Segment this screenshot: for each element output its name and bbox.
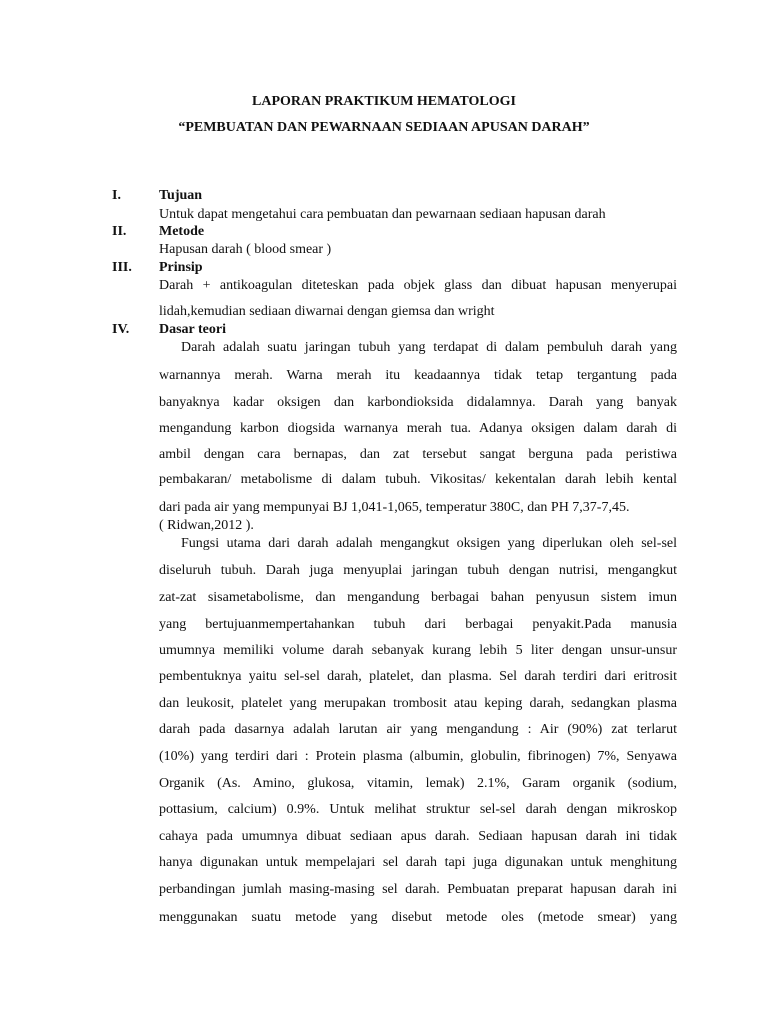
paragraph-1-line: pembakaran/ metabolisme di dalam tubuh. Vikositas/ kekentalan darah lebih kental (159, 472, 677, 487)
paragraph-2-line: diseluruh tubuh. Darah juga menyuplai jaringan tubuh dengan nutrisi, mengangkut (159, 563, 677, 578)
paragraph-1-line: ambil dengan cara bernapas, dan zat tersebut sangat berguna pada peristiwa (159, 447, 677, 462)
paragraph-2-line: hanya digunakan untuk mempelajari sel darah tapi juga digunakan untuk menghitung (159, 855, 677, 870)
paragraph-2-line: cahaya pada umumnya dibuat sediaan apus darah. Sediaan hapusan darah ini tidak (159, 829, 677, 844)
paragraph-2-line: yang bertujuanmempertahankan tubuh dari berbagai penyakit.Pada manusia (159, 617, 677, 632)
section-heading-dasar-teori: Dasar teori (159, 322, 226, 337)
section-heading-prinsip: Prinsip (159, 260, 203, 275)
paragraph-2-line: Organik (As. Amino, glukosa, vitamin, lemak) 2.1%, Garam organik (sodium, (159, 776, 677, 791)
paragraph-2-line: Fungsi utama dari darah adalah mengangkut oksigen yang diperlukan oleh sel-sel (181, 536, 677, 551)
section-heading-metode: Metode (159, 224, 205, 239)
section-number-1: I. (112, 188, 121, 203)
section-number-3: III. (112, 260, 132, 275)
tujuan-text: Untuk dapat mengetahui cara pembuatan dan pewarnaan sediaan hapusan darah (159, 207, 606, 222)
report-subtitle: “PEMBUATAN DAN PEWARNAAN SEDIAAN APUSAN DARAH” (178, 120, 590, 135)
section-heading-tujuan: Tujuan (159, 188, 203, 203)
paragraph-2-line: zat-zat sisametabolisme, dan mengandung berbagai bahan penyusun sistem imun (159, 590, 677, 605)
section-number-2: II. (112, 224, 127, 239)
paragraph-2-line: pembentuknya yaitu sel-sel darah, platelet, dan plasma. Sel darah terdiri dari eritrosit (159, 669, 677, 684)
section-number-4: IV. (112, 322, 130, 337)
paragraph-1-line: Darah adalah suatu jaringan tubuh yang terdapat di dalam pembuluh darah yang (181, 340, 677, 355)
prinsip-line: lidah,kemudian sediaan diwarnai dengan giemsa dan wright (159, 304, 495, 319)
paragraph-2-line: menggunakan suatu metode yang disebut metode oles (metode smear) yang (159, 910, 677, 925)
paragraph-1-line: banyaknya kadar oksigen dan karbondioksida didalamnya. Darah yang banyak (159, 395, 677, 410)
paragraph-1-line: dari pada air yang mempunyai BJ 1,041-1,065, temperatur 380C, dan PH 7,37-7,45. (159, 500, 630, 515)
report-title: LAPORAN PRAKTIKUM HEMATOLOGI (252, 94, 516, 109)
paragraph-1-line: mengandung karbon diogsida warnanya merah tua. Adanya oksigen dalam darah di (159, 421, 677, 436)
paragraph-2-line: darah pada dasarnya adalah larutan air yang mengandung : Air (90%) zat terlarut (159, 722, 677, 737)
paragraph-2-line: umumnya memiliki volume darah sebanyak kurang lebih 5 liter dengan unsur-unsur (159, 643, 677, 658)
prinsip-line: Darah + antikoagulan diteteskan pada objek glass dan dibuat hapusan menyerupai (159, 278, 677, 293)
paragraph-2-line: (10%) yang terdiri dari : Protein plasma (albumin, globulin, fibrinogen) 7%, Senyawa (159, 749, 677, 764)
paragraph-1-citation: ( Ridwan,2012 ). (159, 518, 254, 533)
metode-text: Hapusan darah ( blood smear ) (159, 242, 332, 257)
paragraph-1-line: warnannya merah. Warna merah itu keadaannya tidak tetap tergantung pada (159, 368, 677, 383)
paragraph-2-line: pottasium, calcium) 0.9%. Untuk melihat struktur sel-sel darah dengan mikroskop (159, 802, 677, 817)
paragraph-2-line: dan leukosit, platelet yang merupakan trombosit atau keping darah, sedangkan plasma (159, 696, 677, 711)
paragraph-2-line: perbandingan jumlah masing-masing sel darah. Pembuatan preparat hapusan darah ini (159, 882, 677, 897)
